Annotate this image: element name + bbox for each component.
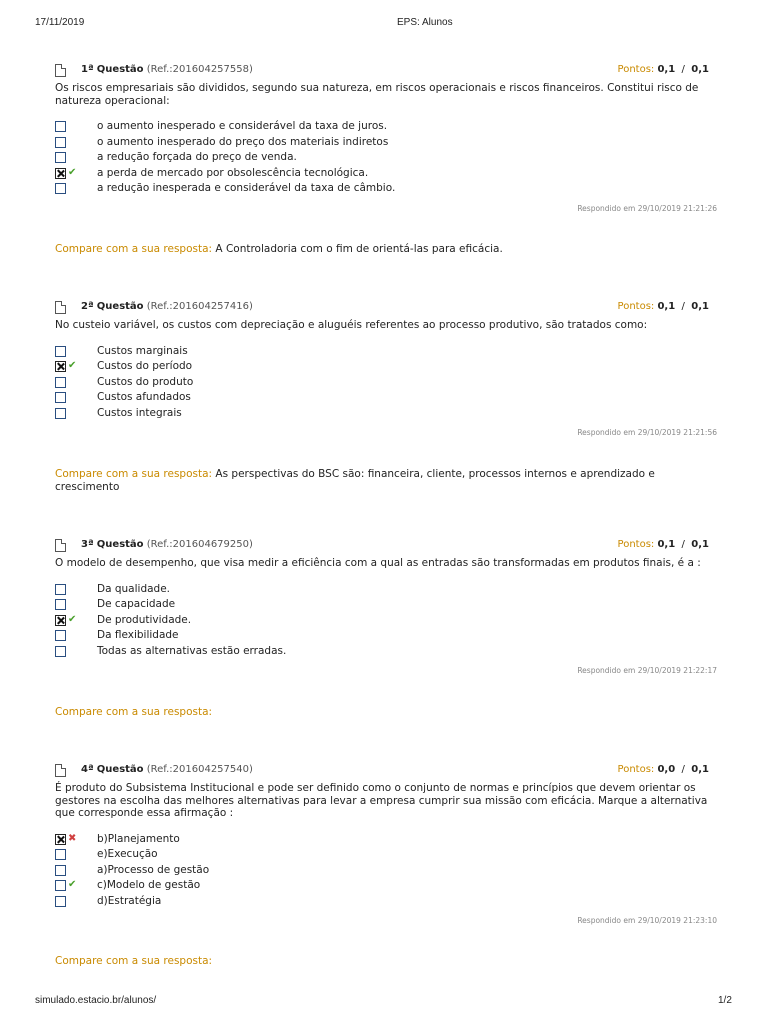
option-text: Custos integrais bbox=[97, 406, 182, 419]
option-text: o aumento inesperado do preço dos materiais indiretos bbox=[97, 135, 389, 148]
score: Pontos: 0,1 / 0,1 bbox=[617, 301, 709, 312]
option-text: a redução inesperada e considerável da taxa de câmbio. bbox=[97, 182, 396, 194]
score-max: 0,1 bbox=[691, 539, 709, 550]
option-checkbox[interactable] bbox=[55, 896, 66, 907]
option-list bbox=[55, 583, 717, 661]
compare-label: Compare com a sua resposta: bbox=[55, 706, 213, 718]
option-text: Da flexibilidade bbox=[97, 629, 179, 641]
footer-url: simulado.estacio.br/alunos/ bbox=[35, 995, 157, 1006]
responded-timestamp: Respondido em 29/10/2019 21:21:26 bbox=[577, 203, 717, 213]
score-max: 0,1 bbox=[691, 64, 709, 75]
document-icon bbox=[55, 301, 66, 314]
score-value: 0,1 bbox=[657, 539, 676, 550]
option-checkbox[interactable] bbox=[55, 361, 66, 372]
question-number: 3ª bbox=[81, 539, 94, 550]
option-checkbox[interactable] bbox=[55, 152, 66, 163]
question-1 bbox=[55, 64, 717, 213]
option-text: Da qualidade. bbox=[97, 582, 171, 595]
compare-answer bbox=[55, 706, 695, 719]
option-checkbox[interactable] bbox=[55, 168, 66, 179]
correct-check-icon: ✔ bbox=[68, 360, 77, 371]
question-label: Questão bbox=[96, 539, 144, 550]
document-icon bbox=[55, 764, 66, 777]
document-icon bbox=[55, 539, 66, 552]
question-ref: (Ref.:201604257558) bbox=[146, 64, 253, 75]
option-checkbox[interactable] bbox=[55, 392, 66, 403]
option-checkbox[interactable] bbox=[55, 346, 66, 357]
option-text: De produtividade. bbox=[97, 613, 192, 626]
option-checkbox[interactable] bbox=[55, 646, 66, 657]
option-row[interactable] bbox=[55, 833, 717, 849]
score: Pontos: 0,1 / 0,1 bbox=[617, 539, 709, 550]
question-4 bbox=[55, 764, 717, 925]
option-checkbox[interactable] bbox=[55, 849, 66, 860]
question-statement: É produto do Subsistema Institucional e pode ser definido como o conjunto de normas e princípios que devem orientar os gestores na escolha das melhores alternativas para levar a empresa cumprir sua missão com eficácia. Marque a alternativa que corresponde essa afirmação : bbox=[55, 782, 708, 819]
option-checkbox[interactable] bbox=[55, 599, 66, 610]
option-row[interactable] bbox=[55, 407, 717, 423]
option-row[interactable] bbox=[55, 645, 717, 661]
option-checkbox[interactable] bbox=[55, 408, 66, 419]
option-row[interactable] bbox=[55, 376, 717, 392]
score-label: Pontos: bbox=[617, 764, 655, 775]
option-row[interactable] bbox=[55, 136, 717, 152]
score-label: Pontos: bbox=[617, 301, 655, 312]
option-checkbox[interactable] bbox=[55, 121, 66, 132]
option-checkbox[interactable] bbox=[55, 183, 66, 194]
option-row[interactable] bbox=[55, 598, 717, 614]
responded-timestamp: Respondido em 29/10/2019 21:21:56 bbox=[577, 428, 717, 437]
compare-label: Compare com a sua resposta: bbox=[55, 468, 213, 480]
option-text: Custos marginais bbox=[97, 344, 188, 357]
option-checkbox[interactable] bbox=[55, 377, 66, 388]
option-row[interactable] bbox=[55, 120, 717, 136]
correct-check-icon: ✔ bbox=[68, 166, 77, 178]
option-text: a perda de mercado por obsolescência tecnológica. bbox=[97, 166, 369, 179]
option-row[interactable] bbox=[55, 629, 717, 645]
option-list bbox=[55, 120, 717, 198]
option-list bbox=[55, 345, 717, 423]
option-checkbox[interactable] bbox=[55, 615, 66, 626]
print-date: 17/11/2019 bbox=[35, 17, 85, 28]
option-text: Todas as alternativas estão erradas. bbox=[97, 644, 287, 657]
score-label: Pontos: bbox=[617, 64, 655, 75]
responded-timestamp: Respondido em 29/10/2019 21:23:10 bbox=[577, 916, 717, 925]
option-row[interactable] bbox=[55, 848, 717, 864]
document-icon bbox=[55, 64, 66, 77]
option-row[interactable] bbox=[55, 895, 717, 911]
option-checkbox[interactable] bbox=[55, 584, 66, 595]
question-number: 1ª bbox=[81, 64, 94, 75]
wrong-x-icon: ✖ bbox=[68, 832, 77, 844]
option-checkbox[interactable] bbox=[55, 630, 66, 641]
question-number: 2ª bbox=[81, 301, 94, 312]
footer-page: 1/2 bbox=[718, 995, 732, 1006]
option-text: De capacidade bbox=[97, 598, 176, 610]
option-checkbox[interactable] bbox=[55, 865, 66, 876]
option-text: c)Modelo de gestão bbox=[97, 879, 201, 891]
option-list bbox=[55, 833, 717, 911]
option-row[interactable] bbox=[55, 864, 717, 880]
option-text: a)Processo de gestão bbox=[97, 863, 210, 876]
question-statement: No custeio variável, os custos com depreciação e aluguéis referentes ao processo produtivo, são tratados como: bbox=[55, 319, 648, 331]
option-text: Custos do produto bbox=[97, 375, 194, 388]
compare-text: A Controladoria com o fim de orientá-las para eficácia. bbox=[215, 243, 503, 255]
score-value: 0,1 bbox=[657, 301, 676, 312]
question-number: 4ª bbox=[81, 764, 94, 775]
question-2 bbox=[55, 301, 717, 437]
question-statement: O modelo de desempenho, que visa medir a eficiência com a qual as entradas são transformadas em produtos finais, é a : bbox=[55, 557, 701, 569]
compare-answer bbox=[55, 243, 695, 256]
option-text: Custos afundados bbox=[97, 391, 191, 403]
option-text: a redução forçada do preço de venda. bbox=[97, 151, 297, 163]
option-checkbox[interactable] bbox=[55, 880, 66, 891]
option-row[interactable] bbox=[55, 614, 717, 630]
question-label: Questão bbox=[96, 764, 144, 775]
question-ref: (Ref.:201604257416) bbox=[146, 301, 253, 312]
compare-answer bbox=[55, 468, 695, 493]
option-row[interactable] bbox=[55, 182, 717, 198]
option-row[interactable] bbox=[55, 167, 717, 183]
option-row[interactable] bbox=[55, 879, 717, 895]
question-label: Questão bbox=[96, 301, 144, 312]
score-label: Pontos: bbox=[617, 539, 655, 550]
compare-label: Compare com a sua resposta: bbox=[55, 955, 213, 967]
option-text: b)Planejamento bbox=[97, 832, 180, 845]
option-row[interactable] bbox=[55, 391, 717, 407]
option-row[interactable] bbox=[55, 345, 717, 361]
compare-label: Compare com a sua resposta: bbox=[55, 243, 213, 255]
option-row[interactable] bbox=[55, 360, 717, 376]
correct-check-icon: ✔ bbox=[68, 613, 77, 625]
option-text: o aumento inesperado e considerável da taxa de juros. bbox=[97, 120, 388, 132]
responded-timestamp: Respondido em 29/10/2019 21:22:17 bbox=[577, 666, 717, 675]
question-statement: Os riscos empresariais são divididos, segundo sua natureza, em riscos operacionais e riscos financeiros. Constitui risco de natureza operacional: bbox=[55, 82, 699, 107]
option-text: d)Estratégia bbox=[97, 894, 162, 907]
score: Pontos: 0,0 / 0,1 bbox=[617, 764, 709, 775]
compare-text: As perspectivas do BSC são: financeira, cliente, processos internos e aprendizado e crescimento bbox=[55, 468, 655, 493]
score-max: 0,1 bbox=[691, 301, 709, 312]
score-value: 0,0 bbox=[657, 764, 676, 775]
correct-check-icon: ✔ bbox=[68, 879, 77, 890]
option-checkbox[interactable] bbox=[55, 834, 66, 845]
score: Pontos: 0,1 / 0,1 bbox=[617, 64, 709, 75]
question-3 bbox=[55, 539, 717, 675]
option-text: e)Execução bbox=[97, 848, 158, 860]
score-value: 0,1 bbox=[657, 64, 676, 75]
print-title: EPS: Alunos bbox=[397, 17, 453, 28]
compare-answer bbox=[55, 955, 695, 968]
option-row[interactable] bbox=[55, 151, 717, 167]
option-row[interactable] bbox=[55, 583, 717, 599]
question-ref: (Ref.:201604257540) bbox=[146, 764, 253, 775]
score-max: 0,1 bbox=[691, 764, 709, 775]
question-ref: (Ref.:201604679250) bbox=[146, 539, 253, 550]
option-checkbox[interactable] bbox=[55, 137, 66, 148]
question-label: Questão bbox=[96, 64, 144, 75]
option-text: Custos do período bbox=[97, 360, 193, 372]
